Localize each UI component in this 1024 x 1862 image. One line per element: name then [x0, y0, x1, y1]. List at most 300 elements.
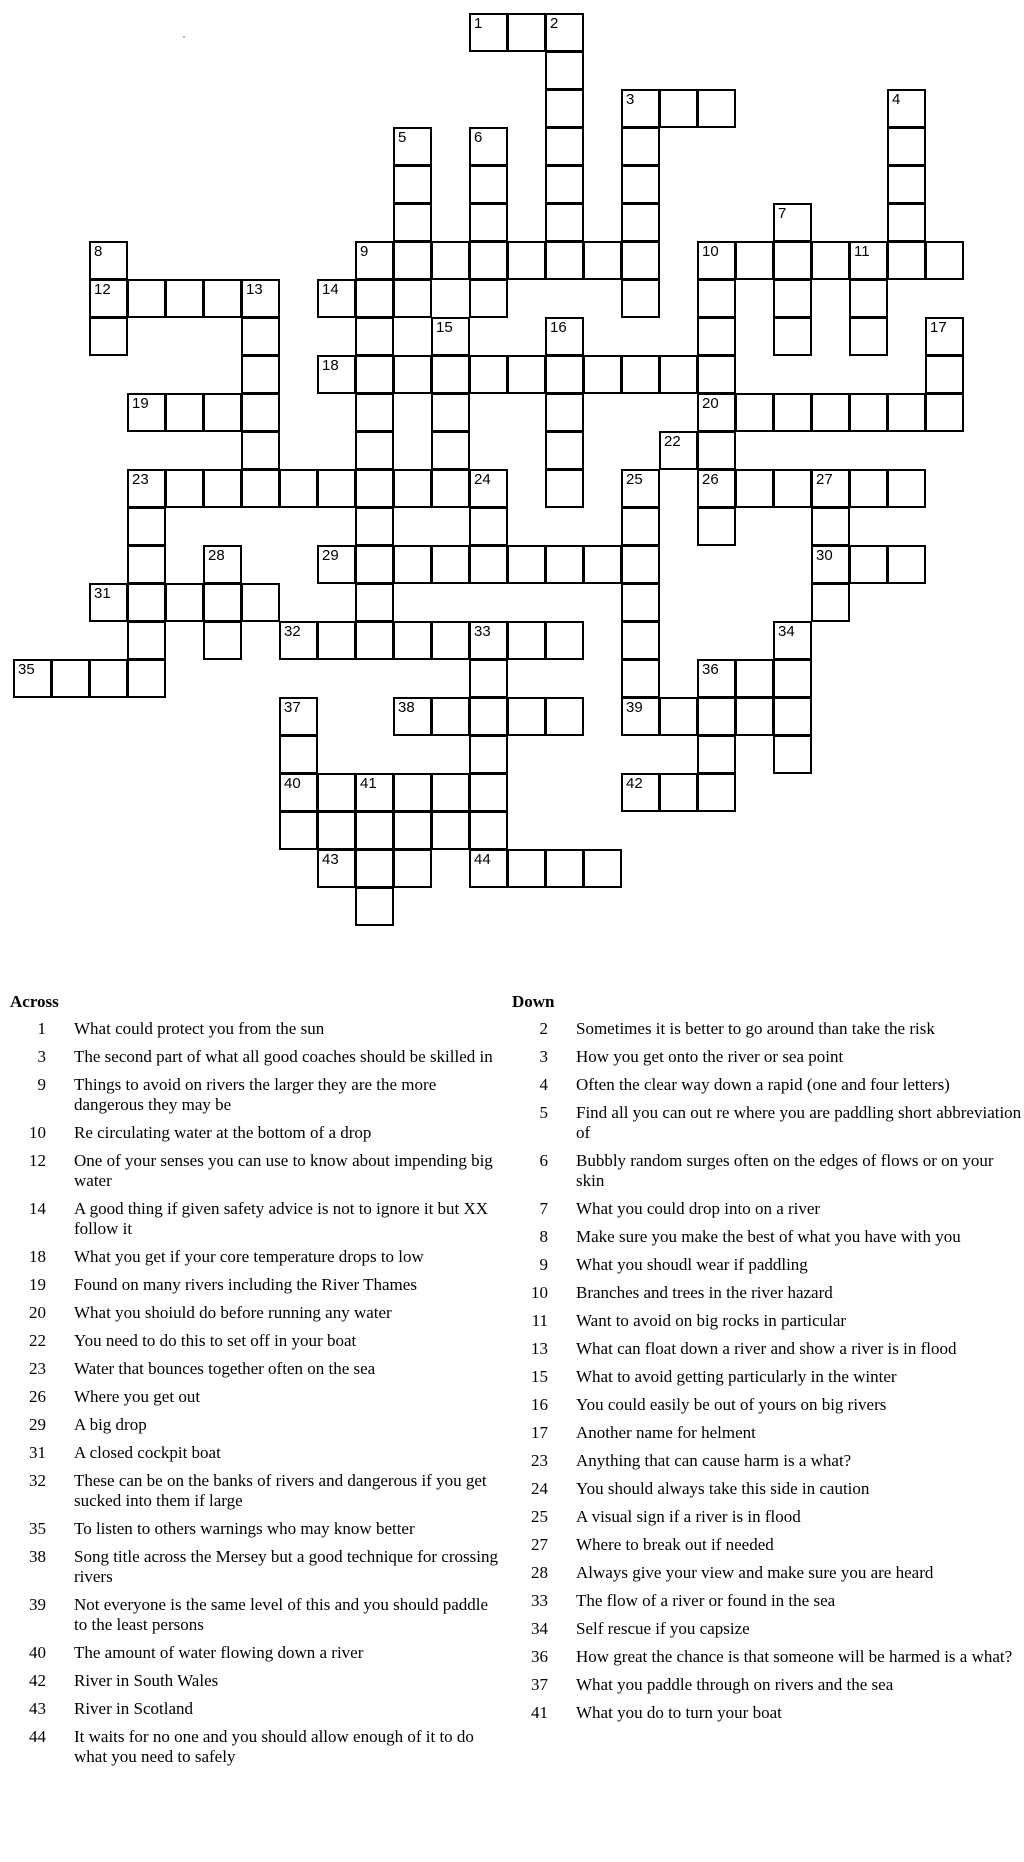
clue-number: 17 [930, 319, 947, 336]
crossword-cell[interactable] [697, 431, 736, 470]
crossword-cell[interactable] [89, 241, 128, 280]
crossword-cell[interactable] [545, 355, 584, 394]
crossword-cell[interactable] [887, 165, 926, 204]
clue-number: 7 [778, 205, 787, 222]
crossword-cell[interactable] [811, 241, 850, 280]
crossword-cell[interactable] [621, 545, 660, 584]
crossword-cell[interactable] [431, 241, 470, 280]
crossword-cell[interactable] [469, 355, 508, 394]
across-clue [10, 1671, 505, 1691]
clue-number: 10 [29, 1123, 46, 1142]
crossword-cell[interactable] [393, 203, 432, 242]
across-clue [10, 1643, 505, 1663]
down-clue [512, 1703, 1024, 1723]
crossword-cell[interactable] [203, 621, 242, 660]
crossword-cell[interactable] [431, 431, 470, 470]
crossword-cell[interactable] [849, 469, 888, 508]
crossword-cell[interactable] [811, 469, 850, 508]
across-clue-list [10, 1019, 505, 1767]
clue-number: 34 [531, 1619, 548, 1638]
crossword-cell[interactable] [317, 621, 356, 660]
crossword-cell[interactable] [393, 165, 432, 204]
crossword-cell[interactable] [431, 621, 470, 660]
crossword-cell[interactable] [13, 659, 52, 698]
crossword-cell[interactable] [545, 127, 584, 166]
crossword-cell[interactable] [203, 583, 242, 622]
clue-number: 26 [29, 1387, 46, 1406]
crossword-cell[interactable] [393, 241, 432, 280]
crossword-cell[interactable] [241, 317, 280, 356]
crossword-cell[interactable] [583, 241, 622, 280]
crossword-cell[interactable] [355, 393, 394, 432]
crossword-cell[interactable] [773, 279, 812, 318]
crossword-cell[interactable] [697, 355, 736, 394]
clue-text: What you do to turn your boat [576, 1703, 782, 1722]
clue-number: 11 [531, 1311, 548, 1330]
crossword-cell[interactable] [545, 241, 584, 280]
clue-number: 30 [816, 547, 833, 564]
crossword-cell[interactable] [849, 279, 888, 318]
crossword-cell[interactable] [355, 887, 394, 926]
crossword-cell[interactable] [469, 165, 508, 204]
crossword-cell[interactable] [545, 621, 584, 660]
crossword-cell[interactable] [849, 393, 888, 432]
clue-number: 27 [816, 471, 833, 488]
down-clue [512, 1451, 1024, 1471]
crossword-cell[interactable] [165, 279, 204, 318]
crossword-cell[interactable] [317, 773, 356, 812]
clue-number: 36 [702, 661, 719, 678]
crossword-cell[interactable] [887, 241, 926, 280]
crossword-cell[interactable] [659, 89, 698, 128]
crossword-cell[interactable] [431, 545, 470, 584]
clue-text: What to avoid getting particularly in the winter [576, 1367, 897, 1386]
clue-number: 37 [531, 1675, 548, 1694]
crossword-cell[interactable] [887, 203, 926, 242]
crossword-cell[interactable] [279, 469, 318, 508]
down-clue [512, 1199, 1024, 1219]
crossword-cell[interactable] [545, 697, 584, 736]
crossword-cell[interactable] [127, 621, 166, 660]
crossword-cell[interactable] [621, 203, 660, 242]
crossword-cell[interactable] [925, 241, 964, 280]
crossword-cell[interactable] [849, 241, 888, 280]
crossword-cell[interactable] [241, 469, 280, 508]
crossword-cell[interactable] [355, 279, 394, 318]
crossword-cell[interactable] [507, 13, 546, 52]
crossword-cell[interactable] [545, 165, 584, 204]
crossword-cell[interactable] [621, 469, 660, 508]
crossword-cell[interactable] [469, 545, 508, 584]
clue-text: You should always take this side in caution [576, 1479, 870, 1498]
crossword-cell[interactable] [355, 545, 394, 584]
crossword-cell[interactable] [469, 279, 508, 318]
crossword-cell[interactable] [469, 241, 508, 280]
clue-number: 1 [474, 15, 483, 32]
crossword-cell[interactable] [431, 317, 470, 356]
crossword-cell[interactable] [545, 13, 584, 52]
clue-number: 40 [284, 775, 301, 792]
crossword-cell[interactable] [127, 279, 166, 318]
crossword-cell[interactable] [279, 621, 318, 660]
clue-number: 23 [531, 1451, 548, 1470]
clue-number: 23 [132, 471, 149, 488]
clue-number: 3 [626, 91, 635, 108]
crossword-cell[interactable] [127, 469, 166, 508]
crossword-cell[interactable] [621, 697, 660, 736]
crossword-cell[interactable] [279, 697, 318, 736]
crossword-cell[interactable] [545, 431, 584, 470]
crossword-cell[interactable] [355, 241, 394, 280]
clue-number: 27 [531, 1535, 548, 1554]
crossword-cell[interactable] [393, 849, 432, 888]
crossword-cell[interactable] [355, 773, 394, 812]
crossword-cell[interactable] [697, 507, 736, 546]
crossword-cell[interactable] [127, 659, 166, 698]
crossword-cell[interactable] [469, 811, 508, 850]
clue-number: 25 [531, 1507, 548, 1526]
down-clue [512, 1019, 1024, 1039]
crossword-cell[interactable] [697, 697, 736, 736]
clue-number: 4 [892, 91, 901, 108]
crossword-cell[interactable] [811, 507, 850, 546]
crossword-cell[interactable] [773, 203, 812, 242]
clue-text: Not everyone is the same level of this and you should paddle to the least persons [74, 1595, 489, 1634]
crossword-cell[interactable] [811, 393, 850, 432]
down-heading: Down [512, 992, 555, 1011]
crossword-cell[interactable] [393, 545, 432, 584]
crossword-cell[interactable] [545, 89, 584, 128]
crossword-cell[interactable] [697, 659, 736, 698]
clue-number: 10 [531, 1283, 548, 1302]
crossword-cell[interactable] [355, 507, 394, 546]
crossword-cell[interactable] [241, 583, 280, 622]
crossword-cell[interactable] [773, 469, 812, 508]
crossword-cell[interactable] [621, 241, 660, 280]
crossword-cell[interactable] [393, 469, 432, 508]
crossword-cell[interactable] [621, 773, 660, 812]
crossword-cell[interactable] [659, 355, 698, 394]
crossword-cell[interactable] [659, 431, 698, 470]
crossword-cell[interactable] [849, 545, 888, 584]
crossword-cell[interactable] [317, 545, 356, 584]
crossword-cell[interactable] [355, 469, 394, 508]
crossword-cell[interactable] [621, 621, 660, 660]
crossword-cell[interactable] [621, 507, 660, 546]
crossword-cell[interactable] [545, 203, 584, 242]
crossword-cell[interactable] [887, 545, 926, 584]
clue-number: 28 [531, 1563, 548, 1582]
across-clue [10, 1387, 505, 1407]
crossword-cell[interactable] [431, 469, 470, 508]
down-clue [512, 1339, 1024, 1359]
clue-text: It waits for no one and you should allow enough of it to do what you need to safely [74, 1727, 474, 1766]
crossword-cell[interactable] [317, 849, 356, 888]
clue-text: Branches and trees in the river hazard [576, 1283, 833, 1302]
crossword-cell[interactable] [773, 697, 812, 736]
crossword-cell[interactable] [735, 393, 774, 432]
clue-text: A good thing if given safety advice is not to ignore it but XX follow it [74, 1199, 489, 1238]
crossword-cell[interactable] [545, 393, 584, 432]
crossword-cell[interactable] [773, 621, 812, 660]
clue-number: 22 [29, 1331, 46, 1350]
crossword-cell[interactable] [469, 735, 508, 774]
crossword-cell[interactable] [697, 469, 736, 508]
crossword-cell[interactable] [203, 279, 242, 318]
crossword-cell[interactable] [431, 811, 470, 850]
crossword-cell[interactable] [583, 849, 622, 888]
crossword-cell[interactable] [469, 203, 508, 242]
crossword-cell[interactable] [621, 165, 660, 204]
clue-number: 12 [94, 281, 111, 298]
crossword-cell[interactable] [393, 355, 432, 394]
clue-number: 5 [398, 129, 407, 146]
crossword-cell[interactable] [165, 393, 204, 432]
clue-number: 32 [284, 623, 301, 640]
across-clue [10, 1471, 505, 1511]
clue-text: What you shoiuld do before running any water [74, 1303, 392, 1322]
clue-number: 16 [550, 319, 567, 336]
across-clue [10, 1247, 505, 1267]
crossword-cell[interactable] [507, 849, 546, 888]
clue-number: 34 [778, 623, 795, 640]
crossword-cell[interactable] [431, 393, 470, 432]
down-clue [512, 1311, 1024, 1331]
clue-number: 15 [531, 1367, 548, 1386]
crossword-cell[interactable] [393, 773, 432, 812]
crossword-cell[interactable] [583, 545, 622, 584]
across-clues [10, 992, 505, 1775]
crossword-cell[interactable] [241, 431, 280, 470]
crossword-cell[interactable] [393, 621, 432, 660]
crossword-cell[interactable] [697, 317, 736, 356]
crossword-cell[interactable] [697, 735, 736, 774]
crossword-cell[interactable] [317, 279, 356, 318]
clue-number: 42 [29, 1671, 46, 1690]
clue-number: 14 [322, 281, 339, 298]
crossword-cell[interactable] [773, 241, 812, 280]
crossword-cell[interactable] [51, 659, 90, 698]
clue-text: Another name for helment [576, 1423, 756, 1442]
crossword-cell[interactable] [507, 697, 546, 736]
clue-text: The flow of a river or found in the sea [576, 1591, 836, 1610]
clue-number: 9 [37, 1075, 46, 1094]
across-clue [10, 1415, 505, 1435]
crossword-cell[interactable] [697, 89, 736, 128]
clue-number: 24 [474, 471, 491, 488]
crossword-cell[interactable] [431, 697, 470, 736]
crossword-cell[interactable] [507, 241, 546, 280]
crossword-cell[interactable] [659, 697, 698, 736]
clue-number: 12 [29, 1151, 46, 1170]
crossword-cell[interactable] [469, 13, 508, 52]
clue-text: Where you get out [74, 1387, 201, 1406]
clue-number: 29 [29, 1415, 46, 1434]
clue-text: Water that bounces together often on the sea [74, 1359, 376, 1378]
crossword-cell[interactable] [659, 773, 698, 812]
crossword-cell[interactable] [89, 583, 128, 622]
crossword-cell[interactable] [165, 469, 204, 508]
crossword-cell[interactable] [545, 317, 584, 356]
crossword-cell[interactable] [355, 621, 394, 660]
clue-text: Re circulating water at the bottom of a drop [74, 1123, 372, 1142]
clue-number: 3 [37, 1047, 46, 1066]
crossword-cell[interactable] [431, 773, 470, 812]
crossword-cell[interactable] [697, 773, 736, 812]
crossword-cell[interactable] [697, 393, 736, 432]
crossword-cell[interactable] [241, 355, 280, 394]
crossword-cell[interactable] [925, 317, 964, 356]
clue-number: 41 [531, 1703, 548, 1722]
crossword-cell[interactable] [621, 279, 660, 318]
crossword-cell[interactable] [621, 583, 660, 622]
crossword-cell[interactable] [773, 659, 812, 698]
clue-number: 35 [29, 1519, 46, 1538]
crossword-cell[interactable] [773, 317, 812, 356]
crossword-cell[interactable] [735, 241, 774, 280]
crossword-cell[interactable] [127, 583, 166, 622]
crossword-cell[interactable] [697, 279, 736, 318]
crossword-cell[interactable] [317, 469, 356, 508]
crossword-cell[interactable] [583, 355, 622, 394]
crossword-cell[interactable] [621, 89, 660, 128]
crossword-cell[interactable] [469, 127, 508, 166]
crossword-cell[interactable] [393, 279, 432, 318]
crossword-cell[interactable] [165, 583, 204, 622]
clue-text: You need to do this to set off in your boat [74, 1331, 357, 1350]
clue-text: The second part of what all good coaches should be skilled in [74, 1047, 493, 1066]
crossword-cell[interactable] [887, 89, 926, 128]
crossword-cell[interactable] [89, 317, 128, 356]
clue-number: 28 [208, 547, 225, 564]
crossword-cell[interactable] [887, 127, 926, 166]
clue-number: 41 [360, 775, 377, 792]
crossword-cell[interactable] [773, 735, 812, 774]
across-clue [10, 1519, 505, 1539]
down-clue [512, 1423, 1024, 1443]
crossword-cell[interactable] [127, 545, 166, 584]
clue-text: Make sure you make the best of what you have with you [576, 1227, 961, 1246]
clue-number: 31 [94, 585, 111, 602]
crossword-cell[interactable] [203, 545, 242, 584]
clue-text: What can float down a river and show a river is in flood [576, 1339, 957, 1358]
crossword-cell[interactable] [621, 355, 660, 394]
crossword-cell[interactable] [887, 469, 926, 508]
down-clue [512, 1507, 1024, 1527]
crossword-cell[interactable] [279, 735, 318, 774]
clue-number: 22 [664, 433, 681, 450]
clue-number: 13 [531, 1339, 548, 1358]
crossword-cell[interactable] [545, 545, 584, 584]
clue-text: What could protect you from the sun [74, 1019, 325, 1038]
crossword-cell[interactable] [469, 507, 508, 546]
crossword-cell[interactable] [469, 773, 508, 812]
clue-number: 38 [398, 699, 415, 716]
clue-number: 7 [539, 1199, 548, 1218]
crossword-cell[interactable] [355, 355, 394, 394]
crossword-cell[interactable] [355, 849, 394, 888]
crossword-cell[interactable] [469, 849, 508, 888]
down-clue [512, 1283, 1024, 1303]
across-clue [10, 1331, 505, 1351]
crossword-cell[interactable] [393, 127, 432, 166]
crossword-cell[interactable] [317, 355, 356, 394]
clue-number: 24 [531, 1479, 548, 1498]
crossword-cell[interactable] [279, 773, 318, 812]
clue-number: 16 [531, 1395, 548, 1414]
crossword-cell[interactable] [241, 393, 280, 432]
crossword-cell[interactable] [469, 697, 508, 736]
crossword-cell[interactable] [621, 659, 660, 698]
clue-number: 33 [474, 623, 491, 640]
crossword-cell[interactable] [735, 697, 774, 736]
crossword-cell[interactable] [279, 811, 318, 850]
crossword-cell[interactable] [393, 697, 432, 736]
crossword-cell[interactable] [317, 811, 356, 850]
across-clue [10, 1047, 505, 1067]
crossword-cell[interactable] [697, 241, 736, 280]
crossword-cell[interactable] [735, 469, 774, 508]
crossword-cell[interactable] [355, 431, 394, 470]
clue-number: 29 [322, 547, 339, 564]
crossword-cell[interactable] [127, 393, 166, 432]
clue-number: 5 [539, 1103, 548, 1122]
clue-text: To listen to others warnings who may know better [74, 1519, 415, 1538]
crossword-cell[interactable] [811, 583, 850, 622]
clue-text: Song title across the Mersey but a good technique for crossing rivers [74, 1547, 498, 1586]
crossword-cell[interactable] [393, 811, 432, 850]
crossword-cell[interactable] [621, 127, 660, 166]
crossword-cell[interactable] [355, 811, 394, 850]
down-clue [512, 1103, 1024, 1143]
crossword-cell[interactable] [735, 659, 774, 698]
crossword-cell[interactable] [469, 659, 508, 698]
crossword-cell[interactable] [203, 393, 242, 432]
crossword-cell[interactable] [241, 279, 280, 318]
crossword-cell[interactable] [469, 469, 508, 508]
crossword-cell[interactable] [545, 849, 584, 888]
crossword-cell[interactable] [89, 659, 128, 698]
crossword-cell[interactable] [773, 393, 812, 432]
crossword-cell[interactable] [507, 545, 546, 584]
crossword-cell[interactable] [89, 279, 128, 318]
across-clue [10, 1359, 505, 1379]
down-clue [512, 1367, 1024, 1387]
crossword-cell[interactable] [849, 317, 888, 356]
crossword-cell[interactable] [925, 393, 964, 432]
clue-text: Things to avoid on rivers the larger they are the more dangerous they may be [74, 1075, 437, 1114]
crossword-cell[interactable] [887, 393, 926, 432]
clue-text: Found on many rivers including the River Thames [74, 1275, 417, 1294]
crossword-cell[interactable] [431, 355, 470, 394]
clue-number: 36 [531, 1647, 548, 1666]
crossword-cell[interactable] [545, 469, 584, 508]
crossword-cell[interactable] [811, 545, 850, 584]
down-clue [512, 1675, 1024, 1695]
crossword-cell[interactable] [203, 469, 242, 508]
crossword-cell[interactable] [355, 317, 394, 356]
clue-number: 19 [29, 1275, 46, 1294]
crossword-cell[interactable] [925, 355, 964, 394]
crossword-cell[interactable] [355, 583, 394, 622]
clue-number: 2 [539, 1019, 548, 1038]
crossword-cell[interactable] [127, 507, 166, 546]
clue-number: 14 [29, 1199, 46, 1218]
crossword-cell[interactable] [545, 51, 584, 90]
crossword-cell[interactable] [469, 621, 508, 660]
crossword-cell[interactable] [507, 355, 546, 394]
crossword-cell[interactable] [507, 621, 546, 660]
